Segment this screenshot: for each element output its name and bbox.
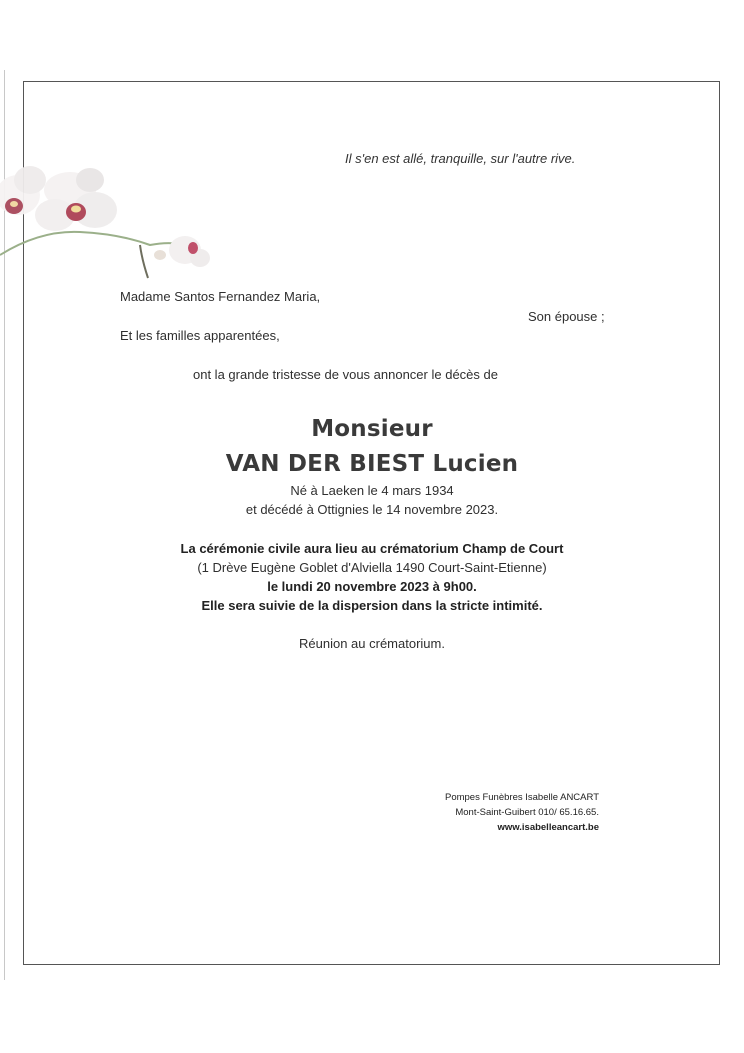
announcement-line: ont la grande tristesse de vous annoncer le décès de — [193, 367, 498, 382]
ceremony-address: (1 Drève Eugène Goblet d'Alviella 1490 Court-Saint-Etienne) — [197, 560, 547, 575]
birth-line: Né à Laeken le 4 mars 1934 — [290, 483, 454, 498]
deceased-title: Monsieur — [311, 416, 433, 442]
spouse-role: Son épouse ; — [528, 309, 605, 324]
funeral-home-website[interactable]: www.isabelleancart.be — [497, 822, 599, 833]
reunion-line: Réunion au crématorium. — [299, 636, 445, 651]
orchid-illustration — [0, 160, 230, 290]
ceremony-date: le lundi 20 novembre 2023 à 9h00. — [267, 579, 477, 594]
funeral-home-name: Pompes Funèbres Isabelle ANCART — [444, 792, 599, 803]
epigraph-quote: Il s'en est allé, tranquille, sur l'autre rive. — [345, 151, 576, 166]
spouse-name: Madame Santos Fernandez Maria, — [120, 289, 321, 304]
ceremony-line: La cérémonie civile aura lieu au crématorium Champ de Court — [180, 541, 564, 556]
relatives-line: Et les familles apparentées, — [120, 328, 280, 343]
deceased-name: VAN DER BIEST Lucien — [225, 451, 519, 477]
funeral-home-contact: Mont-Saint-Guibert 010/ 65.16.65. — [455, 807, 599, 818]
death-line: et décédé à Ottignies le 14 novembre 2023. — [245, 502, 499, 517]
dispersion-line: Elle sera suivie de la dispersion dans la stricte intimité. — [201, 598, 543, 613]
